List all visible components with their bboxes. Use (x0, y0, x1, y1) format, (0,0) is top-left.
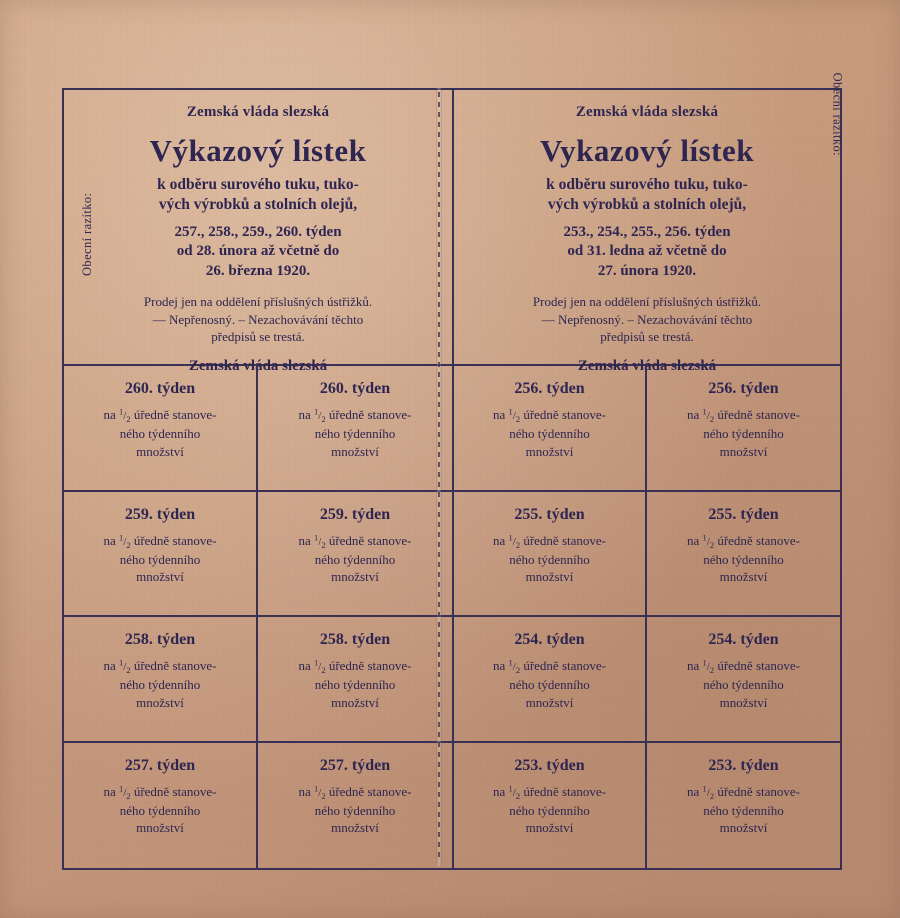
coupon-fraction: $^1/_2$ (119, 406, 131, 425)
coupon-text-l3: množství (136, 569, 184, 585)
coupon-text-l1: na (492, 407, 506, 422)
coupon[interactable] (454, 492, 647, 618)
coupon-text (64, 406, 256, 460)
coupon-week: 254. týden (514, 631, 585, 648)
coupon[interactable] (64, 366, 258, 492)
valid-to-right: 27. února 1920. (597, 262, 697, 279)
coupon-text (258, 406, 452, 460)
coupon-text (454, 783, 645, 837)
coupon-text-l3: množství (719, 443, 768, 459)
perforation-line (438, 92, 440, 862)
coupon[interactable] (647, 617, 840, 743)
coupon-text-l3: množství (331, 443, 379, 459)
coupon-week: 253. týden (514, 756, 585, 774)
coupon-text (64, 657, 256, 711)
coupon-text-l1b: úředně stanove- (328, 532, 412, 548)
gov-top-right: Zemská vláda slezská (575, 104, 719, 120)
coupon-text-l1b: úředně stanove- (133, 407, 217, 422)
coupon-text-l1b: úředně stanove- (523, 532, 606, 548)
coupon-week: 256. týden (514, 380, 585, 397)
card-header-right (454, 90, 840, 374)
coupon-text-l3: množství (136, 820, 184, 836)
coupon-text-l1: na (492, 532, 506, 548)
coupon[interactable] (454, 366, 647, 492)
note-left-line1: Prodej jen na oddělení příslušných ústřižků. (143, 294, 373, 310)
coupon-text-l1b: úředně stanove- (328, 783, 412, 799)
coupon-text-l3: množství (719, 694, 768, 710)
coupon-text-l1b: úředně stanove- (717, 407, 800, 422)
card-subtitle-right-line2: vých výrobků a stolních olejů, (547, 195, 747, 213)
gov-bottom-left: Zemská vláda slezská (188, 357, 328, 374)
valid-from-left: od 28. února až včetně do (176, 243, 340, 260)
coupon-text-l1: na (103, 658, 116, 673)
coupon-fraction: $^1/_2$ (314, 531, 326, 550)
coupon-text-l3: množství (331, 820, 379, 836)
coupon-week: 258. týden (319, 631, 391, 648)
coupon-text-l1: na (103, 407, 116, 422)
card-subtitle-right-line1: k odběru surového tuku, tuko- (546, 176, 748, 193)
municipal-stamp-label-right: Obecní razítko: (830, 72, 844, 156)
coupon-text-l1b: úředně stanove- (523, 658, 606, 673)
coupon-week: 256. týden (708, 380, 779, 397)
coupon-fraction: $^1/_2$ (119, 657, 131, 676)
coupon[interactable] (64, 743, 258, 869)
coupon-text-l1: na (298, 532, 311, 548)
coupon-text-l1: na (298, 658, 311, 673)
coupon-text-l1b: úředně stanove- (133, 658, 217, 673)
coupon-text (647, 406, 840, 460)
coupon-text-l1b: úředně stanove- (133, 532, 217, 548)
coupon-text-l2: ného týdenního (314, 802, 396, 818)
coupon-text (647, 657, 840, 711)
note-right-line3: předpisů se trestá. (600, 329, 694, 345)
coupon-fraction: $^1/_2$ (314, 406, 326, 425)
coupon-text-l2: ného týdenního (509, 677, 590, 693)
coupon-text-l1: na (492, 658, 506, 673)
coupon-text-l1: na (686, 407, 700, 422)
coupon-text-l1: na (686, 658, 700, 673)
coupon-text-l2: ného týdenního (509, 426, 590, 442)
coupon-fraction: $^1/_2$ (702, 531, 715, 550)
coupon-text (258, 532, 452, 586)
coupon[interactable] (647, 743, 840, 869)
card-title-right: Vykazový lístek (540, 133, 754, 168)
coupon-text-l1: na (298, 783, 311, 799)
coupon-text-l3: množství (719, 820, 768, 836)
coupon[interactable] (258, 617, 452, 743)
coupon[interactable] (258, 366, 452, 492)
card-header-left (64, 90, 452, 374)
coupon-grid-left (64, 366, 452, 868)
coupon-fraction: $^1/_2$ (119, 782, 131, 801)
coupon-text-l3: množství (525, 820, 574, 836)
coupon[interactable] (64, 492, 258, 618)
coupon-text-l3: množství (136, 694, 184, 710)
coupon-fraction: $^1/_2$ (314, 782, 326, 801)
municipal-stamp-label-left: Obecní razítko: (80, 192, 94, 276)
coupon-fraction: $^1/_2$ (508, 406, 521, 425)
coupon-text-l3: množství (331, 569, 379, 585)
coupon-week: 255. týden (514, 505, 585, 523)
coupon-week: 259. týden (124, 505, 196, 523)
coupon-text-l2: ného týdenního (314, 426, 396, 442)
card-half-right (452, 72, 844, 868)
coupon-text-l2: ného týdenního (703, 551, 784, 567)
coupon-week: 257. týden (319, 756, 391, 774)
coupon-fraction: $^1/_2$ (119, 531, 131, 550)
coupon-text (647, 783, 840, 837)
coupon-text-l2: ného týdenního (119, 802, 201, 818)
coupon-text-l1b: úředně stanove- (523, 407, 606, 422)
coupon-text-l1: na (103, 532, 116, 548)
coupon[interactable] (454, 743, 647, 869)
coupon-week: 260. týden (319, 380, 391, 397)
valid-from-right: od 31. ledna až včetně do (567, 243, 727, 260)
note-left-line2: — Nepřenosný. – Nezachovávání těchto (152, 311, 364, 327)
coupon-text-l3: množství (525, 694, 574, 710)
coupon-text-l2: ného týdenního (509, 551, 590, 567)
coupon[interactable] (258, 743, 452, 869)
coupon[interactable] (64, 617, 258, 743)
coupon-text-l1b: úředně stanove- (328, 658, 412, 673)
coupon-fraction: $^1/_2$ (508, 531, 521, 550)
coupon-text-l1: na (103, 783, 116, 799)
coupon-fraction: $^1/_2$ (702, 782, 715, 801)
card-half-left (64, 90, 452, 868)
coupon-text-l2: ného týdenního (314, 677, 396, 693)
coupon-text-l3: množství (136, 443, 184, 459)
gov-bottom-right: Zemská vláda slezská (577, 357, 717, 374)
coupon-fraction: $^1/_2$ (702, 406, 715, 425)
coupon-text-l1: na (686, 532, 700, 548)
coupon-week: 255. týden (708, 505, 779, 523)
coupon[interactable] (647, 366, 840, 492)
gov-top-left: Zemská vláda slezská (186, 104, 330, 120)
coupon-text-l1b: úředně stanove- (328, 407, 412, 422)
coupon-text (64, 783, 256, 837)
card-subtitle-left-line2: vých výrobků a stolních olejů, (158, 195, 358, 213)
coupon-text-l1: na (492, 783, 506, 799)
coupon-text (258, 783, 452, 837)
coupon-text-l3: množství (719, 569, 768, 585)
coupon-text-l2: ného týdenního (703, 677, 784, 693)
coupon[interactable] (454, 617, 647, 743)
card-subtitle-left-line1: k odběru surového tuku, tuko- (157, 176, 359, 193)
coupon[interactable] (258, 492, 452, 618)
coupon-text-l2: ného týdenního (314, 551, 396, 567)
weeks-line-right: 253., 254., 255., 256. týden (563, 223, 731, 240)
coupon-text-l1b: úředně stanove- (717, 783, 800, 799)
coupon-week: 253. týden (708, 756, 779, 774)
coupon-week: 259. týden (319, 505, 391, 523)
note-right-line2: — Nepřenosný. – Nezachovávání těchto (541, 311, 753, 327)
coupon-text-l2: ného týdenního (703, 426, 784, 442)
coupon-text-l1: na (298, 407, 311, 422)
coupon-week: 258. týden (124, 631, 196, 648)
coupon-fraction: $^1/_2$ (508, 657, 521, 676)
coupon-week: 257. týden (124, 756, 196, 774)
coupon-text-l1b: úředně stanove- (133, 783, 217, 799)
coupon-text (454, 657, 645, 711)
coupon-text-l2: ného týdenního (119, 551, 201, 567)
card-title-left: Výkazový lístek (149, 133, 367, 168)
coupon-text (647, 532, 840, 586)
coupon-text-l2: ného týdenního (119, 677, 201, 693)
weeks-line-left: 257., 258., 259., 260. týden (174, 223, 342, 240)
coupon-fraction: $^1/_2$ (314, 657, 326, 676)
coupon-text-l1b: úředně stanove- (717, 532, 800, 548)
coupon-text (454, 532, 645, 586)
coupon-text-l1b: úředně stanove- (717, 658, 800, 673)
coupon-text-l3: množství (525, 443, 574, 459)
coupon-text (454, 406, 645, 460)
coupon-text-l2: ného týdenního (509, 802, 590, 818)
coupon-text-l2: ného týdenního (119, 426, 201, 442)
coupon-text (258, 657, 452, 711)
coupon-text (64, 532, 256, 586)
coupon-fraction: $^1/_2$ (508, 782, 521, 801)
coupon-text-l3: množství (525, 569, 574, 585)
coupon[interactable] (647, 492, 840, 618)
ration-card (62, 72, 844, 870)
coupon-text-l2: ného týdenního (703, 802, 784, 818)
note-right-line1: Prodej jen na oddělení příslušných ústřižků. (532, 294, 762, 310)
note-left-line3: předpisů se trestá. (211, 329, 305, 345)
coupon-week: 254. týden (708, 631, 779, 648)
coupon-text-l1b: úředně stanove- (523, 783, 606, 799)
coupon-text-l3: množství (331, 694, 379, 710)
valid-to-left: 26. března 1920. (205, 262, 311, 279)
coupon-text-l1: na (686, 783, 700, 799)
coupon-fraction: $^1/_2$ (702, 657, 715, 676)
coupon-grid-right (454, 366, 840, 868)
coupon-week: 260. týden (124, 380, 196, 397)
